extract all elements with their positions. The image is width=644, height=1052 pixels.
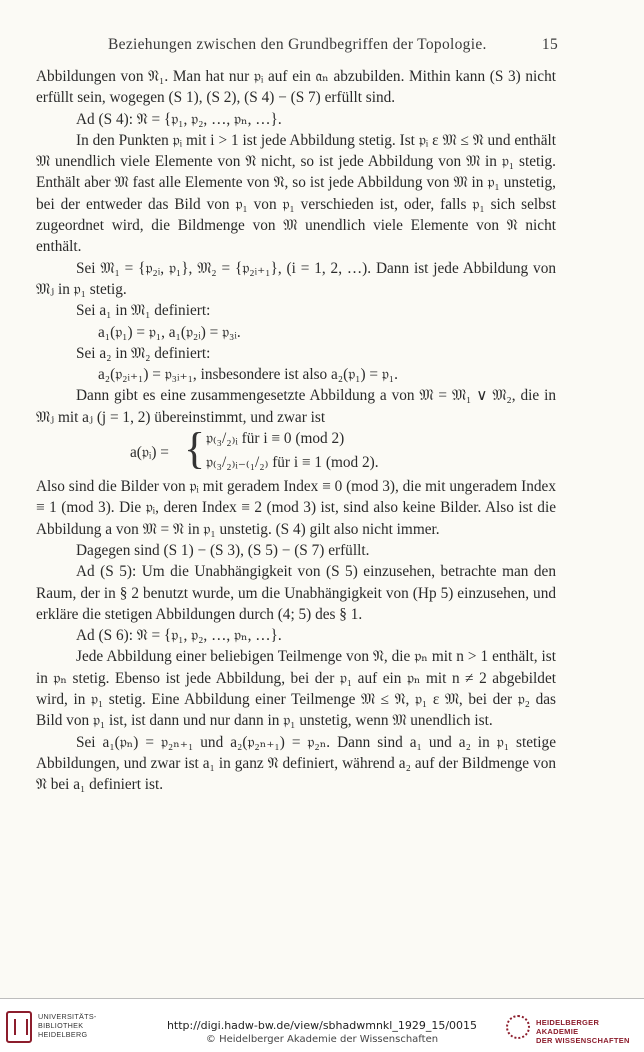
page-number: 15: [541, 36, 558, 53]
university-seal-icon: [6, 1011, 32, 1043]
running-header: [108, 36, 558, 54]
paragraph-3: In den Punkten 𝔭ᵢ mit i > 1 ist jede Abbildung stetig. Ist 𝔭ᵢ ε 𝔐 ≤ 𝔑 und enthält 𝔐 unendlich viele Elemente von 𝔑 nicht, so ist jede Abbildung von 𝔐 in 𝔭₁ stetig. Enthält aber 𝔐 fast alle Elemente von 𝔑, so ist jede Abbildung von 𝔐 in 𝔭₁ unstetig, bei der entweder das Bild von 𝔭₁ von 𝔭₁ verschieden ist, oder, falls 𝔭₁ sich selbst zugeordnet wird, die Bildmenge von 𝔐 unendlich viele Elemente von 𝔑 nicht enthält.: [36, 131, 556, 256]
paragraph-7: Sei a₂ in 𝔐₂ definiert:: [76, 344, 211, 362]
page-body: [36, 66, 556, 796]
formula-a1: a₁(𝔭₁) = 𝔭₁, a₁(𝔭₂ᵢ) = 𝔭₃ᵢ.: [98, 323, 241, 341]
university-library-logo[interactable]: [6, 1011, 136, 1045]
source-url-link[interactable]: http://digi.hadw-bw.de/view/sbhadwmnkl_1929_15/0015: [166, 1019, 478, 1032]
paragraph-14: Jede Abbildung einer beliebigen Teilmenge von 𝔑, die 𝔭ₙ mit n > 1 enthält, ist in 𝔭ₙ stetig. Ebenso ist jede Abbildung, bei der 𝔭₁ auf ein 𝔭ₙ mit n ≠ 2 abgebildet wird, in 𝔭₁ stetig. Eine Abbildung einer Teilmenge 𝔐 ≤ 𝔑, 𝔭₁ ε 𝔐, bei der 𝔭₂ das Bild von 𝔭₁ ist, ist dann und nur dann in 𝔭₁ unstetig, wenn 𝔐 unendlich ist.: [36, 648, 556, 730]
paragraph-1: Abbildungen von 𝔑₁. Man hat nur 𝔭ᵢ auf ein 𝔞ₙ abzubilden. Mithin kann (S 3) nicht erfüllt sein, wogegen (S 1), (S 2), (S 4) − (S 7) erfüllt sind.: [36, 68, 556, 107]
paragraph-ad-s4: Ad (S 4): 𝔑 = {𝔭₁, 𝔭₂, …, 𝔭ₙ, …}.: [76, 110, 282, 128]
academy-logo-text: HEIDELBERGER AKADEMIE DER WISSENSCHAFTEN: [536, 1018, 630, 1045]
academy-emblem-icon: [506, 1015, 530, 1039]
academy-logo[interactable]: [506, 1015, 642, 1045]
paragraph-5: Sei a₁ in 𝔐₁ definiert:: [76, 302, 211, 320]
copyright-notice: © Heidelberger Akademie der Wissenschaften: [205, 1034, 439, 1045]
header-title: Beziehungen zwischen den Grundbegriffen der Topologie.: [108, 36, 487, 53]
paragraph-11: Dagegen sind (S 1) − (S 3), (S 5) − (S 7) erfüllt.: [76, 541, 370, 559]
cases-brace: {: [184, 424, 206, 474]
university-logo-text: UNIVERSITÄTS- BIBLIOTHEK HEIDELBERG: [38, 1012, 97, 1039]
cases-lhs: a(𝔭ᵢ) =: [130, 444, 169, 462]
paragraph-15: Sei a₁(𝔭ₙ) = 𝔭₂ₙ₊₁ und a₂(𝔭₂ₙ₊₁) = 𝔭₂ₙ. Dann sind a₁ und a₂ in 𝔭₁ stetige Abbildungen, und zwar ist a₁ in ganz 𝔑 definiert, während a₂ auf der Bildmenge von 𝔑 bei a₁ definiert ist.: [36, 733, 556, 794]
paragraph-9: Dann gibt es eine zusammengesetzte Abbildung a von 𝔐 = 𝔐₁ ∨ 𝔐₂, die in 𝔐ⱼ mit aⱼ (j = 1, 2) übereinstimmt, und zwar ist: [36, 387, 556, 426]
paragraph-ad-s5: Ad (S 5): Um die Unabhängigkeit von (S 5) einzusehen, betrachte man den Raum, der in § 2 benutzt wurde, um die Unabhängigkeit von (Hp 5) einzusehen, und erkläre die stetigen Abbildungen durch (4; 5) des § 1.: [36, 563, 556, 623]
paragraph-10: Also sind die Bilder von 𝔭ᵢ mit geradem Index ≡ 0 (mod 3), die mit ungeradem Index ≡ 1 (mod 3). Die 𝔭ᵢ, deren Index ≡ 2 (mod 3) ist, sind also keine Bilder. Also ist die Abbildung a von 𝔐 = 𝔑 in 𝔭₁ unstetig. (S 4) gilt also nicht immer.: [36, 478, 556, 538]
cases-row-2: 𝔭₍₃/₂₎ᵢ₋₍₁/₂₎ für i ≡ 1 (mod 2).: [206, 454, 379, 472]
footer-bar: [0, 998, 644, 1052]
paragraph-ad-s6: Ad (S 6): 𝔑 = {𝔭₁, 𝔭₂, …, 𝔭ₙ, …}.: [76, 627, 282, 645]
formula-a2: a₂(𝔭₂ᵢ₊₁) = 𝔭₃ᵢ₊₁, insbesondere ist also a₂(𝔭₁) = 𝔭₁.: [98, 366, 398, 384]
paragraph-4: Sei 𝔐₁ = {𝔭₂ᵢ, 𝔭₁}, 𝔐₂ = {𝔭₂ᵢ₊₁}, (i = 1, 2, …). Dann ist jede Abbildung von 𝔐ⱼ in 𝔭₁ stetig.: [36, 259, 556, 298]
cases-formula: [36, 424, 556, 476]
cases-row-1: 𝔭₍₃/₂₎ᵢ für i ≡ 0 (mod 2): [206, 430, 345, 448]
